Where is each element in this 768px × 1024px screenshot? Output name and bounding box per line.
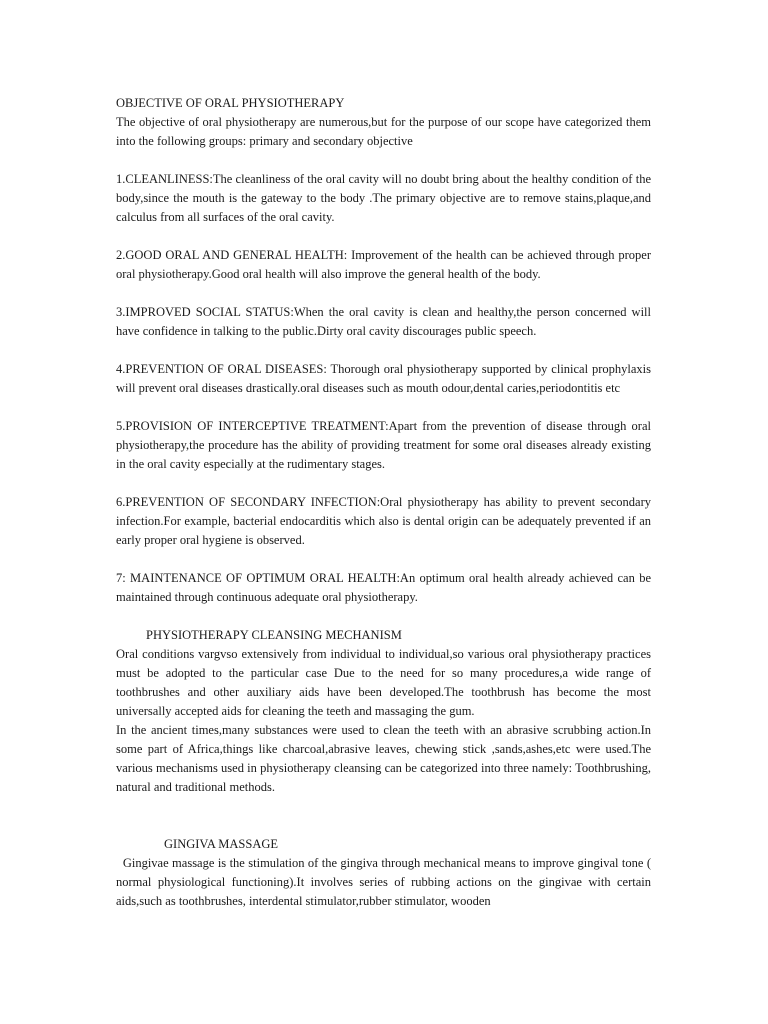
cleansing-mechanism-heading: PHYSIOTHERAPY CLEANSING MECHANISM [146, 628, 402, 642]
objective-social-status: 3.IMPROVED SOCIAL STATUS:When the oral cavity is clean and healthy,the person concerned will have confidence in talking to the public.Dirty oral cavity discourages public speech. [116, 305, 651, 338]
spacer [116, 797, 651, 816]
objective-cleanliness: 1.CLEANLINESS:The cleanliness of the oral cavity will no doubt bring about the healthy condition of the body,since the mouth is the gateway to the body .The primary objective are to remove stains,plaque,and calculus from all surfaces of the oral cavity. [116, 172, 651, 224]
spacer [116, 550, 651, 569]
objective-interceptive-treatment: 5.PROVISION OF INTERCEPTIVE TREATMENT:Apart from the prevention of disease through oral physiotherapy,the procedure has the ability of providing treatment for some oral diseases already existing in the oral cavity especially at the rudimentary stages. [116, 419, 651, 471]
objective-maintenance: 7: MAINTENANCE OF OPTIMUM ORAL HEALTH:An optimum oral health already achieved can be maintained through continuous adequate oral physiotherapy. [116, 571, 651, 604]
spacer [116, 398, 651, 417]
intro-paragraph: The objective of oral physiotherapy are numerous,but for the purpose of our scope have categorized them into the following groups: primary and secondary objective [116, 115, 651, 148]
gingiva-paragraph: Gingivae massage is the stimulation of the gingiva through mechanical means to improve gingival tone ( normal physiological functioning).It involves series of rubbing actions on the gingivae with certain aids,such as toothbrushes, interdental stimulator,rubber stimulator, wooden [116, 856, 655, 908]
objective-secondary-infection: 6.PREVENTION OF SECONDARY INFECTION:Oral physiotherapy has ability to prevent secondary infection.For example, bacterial endocarditis which also is dental origin can be adequately prevented if an early proper oral hygiene is observed. [116, 495, 651, 547]
objective-general-health: 2.GOOD ORAL AND GENERAL HEALTH: Improvement of the health can be achieved through proper oral physiotherapy.Good oral health will also improve the general health of the body. [116, 248, 651, 281]
cleansing-paragraph: Oral conditions vargvso extensively from individual to individual,so various oral physiotherapy practices must be adopted to the particular case Due to the need for so many procedures,a wide range of toothbrushes and other auxiliary aids have been developed.The toothbrush has become the most universally accepted aids for cleaning the teeth and massaging the gum. [116, 647, 651, 718]
spacer [116, 816, 651, 835]
document-page [116, 94, 655, 911]
objective-prevention-oral-diseases: 4.PREVENTION OF ORAL DISEASES: Thorough oral physiotherapy supported by clinical prophylaxis will prevent oral diseases drastically.oral diseases such as mouth odour,dental caries,periodontitis etc [116, 362, 651, 395]
spacer [116, 227, 651, 246]
spacer [116, 474, 651, 493]
spacer [116, 341, 651, 360]
spacer [116, 284, 651, 303]
gingiva-massage-heading: GINGIVA MASSAGE [164, 837, 279, 851]
spacer [116, 607, 651, 626]
spacer [116, 151, 651, 170]
cleansing-paragraph: In the ancient times,many substances were used to clean the teeth with an abrasive scrubbing action.In some part of Africa,things like charcoal,abrasive leaves, chewing stick ,sands,ashes,etc were used.The various mechanisms used in physiotherapy cleansing can be categorized into three namely: Toothbrushing, natural and traditional methods. [116, 723, 651, 794]
document-title: OBJECTIVE OF ORAL PHYSIOTHERAPY [116, 96, 345, 110]
